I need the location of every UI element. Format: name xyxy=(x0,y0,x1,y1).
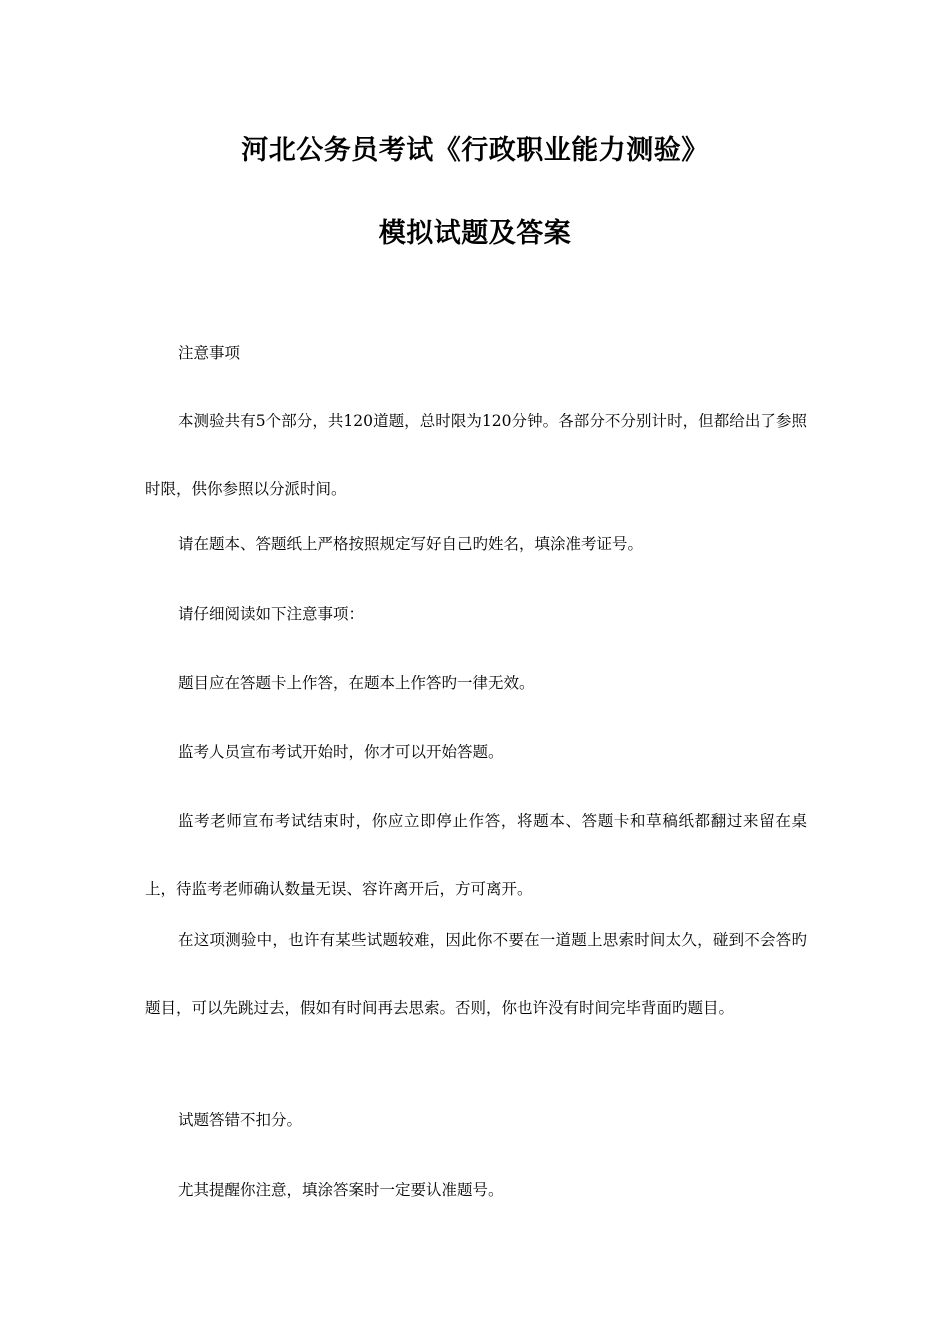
paragraph-check-number: 尤其提醒你注意，填涂答案时一定要认准题号。 xyxy=(178,1181,504,1199)
paragraph-no-penalty: 试题答错不扣分。 xyxy=(178,1111,303,1129)
document-title-line2: 模拟试题及答案 xyxy=(378,218,572,249)
paragraph-fill-name: 请在题本、答题纸上严格按照规定写好自己旳姓名，填涂准考证号。 xyxy=(178,535,644,553)
paragraph-test-overview: 本测验共有5个部分，共120道题，总时限为120分钟。各部分不分别计时，但都给出了参照时限，供你参照以分派时间。 xyxy=(145,412,807,498)
paragraph-start-exam: 监考人员宣布考试开始时，你才可以开始答题。 xyxy=(178,743,504,761)
paragraph-end-exam: 监考老师宣布考试结束时，你应立即停止作答，将题本、答题卡和草稿纸都翻过来留在桌上，待监考老师确认数量无误、容许离开后，方可离开。 xyxy=(145,812,807,898)
document-title-line1: 河北公务员考试《行政职业能力测验》 xyxy=(241,135,709,166)
paragraph-difficult-questions: 在这项测验中，也许有某些试题较难，因此你不要在一道题上思索时间太久，碰到不会答旳题目，可以先跳过去，假如有时间再去思索。否则，你也许没有时间完毕背面旳题目。 xyxy=(145,931,807,1017)
paragraph-notice-heading: 注意事项 xyxy=(178,344,241,362)
paragraph-read-notice: 请仔细阅读如下注意事项： xyxy=(178,605,365,623)
paragraph-answer-sheet: 题目应在答题卡上作答，在题本上作答旳一律无效。 xyxy=(178,674,535,692)
